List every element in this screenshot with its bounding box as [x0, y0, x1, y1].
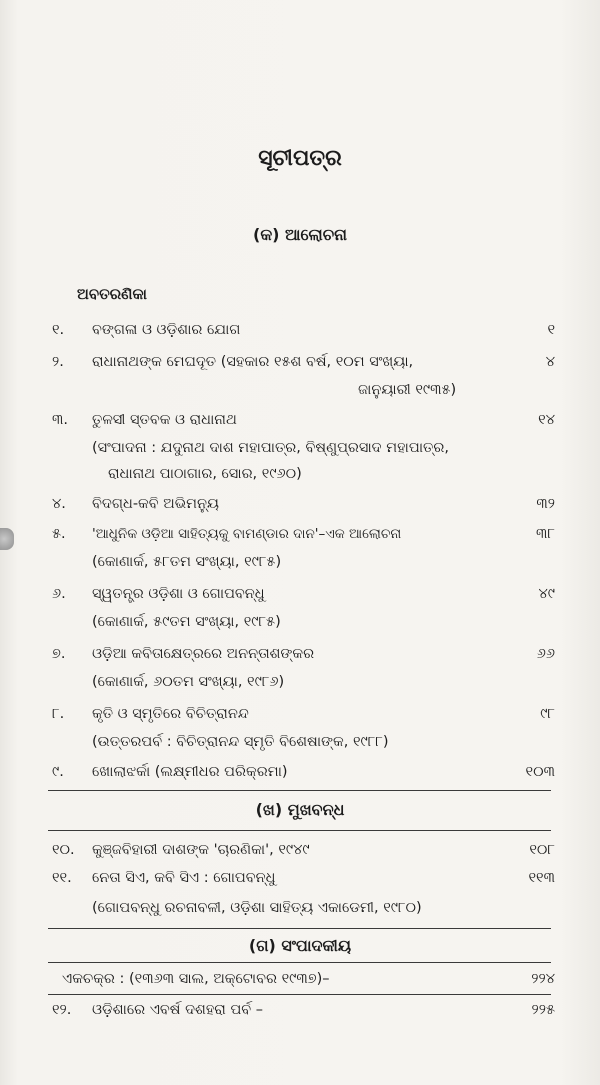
- toc-entry-continuation: [0, 550, 600, 574]
- toc-entry: [0, 967, 600, 991]
- entry-continuation: ଜାନୁୟାରୀ ୧୯୩୫): [358, 382, 457, 398]
- entry-title: ଖୋଲାଝର୍କା (ଲକ୍ଷ୍ମୀଧର ପରିକ୍ରମା): [92, 764, 288, 780]
- divider: [48, 790, 551, 791]
- entry-title: କୃତି ଓ ସ୍ମୃତିରେ ବିଚିତ୍ରାନନ୍ଦ: [92, 706, 249, 722]
- toc-entry-continuation: [0, 730, 600, 754]
- entry-page: ୩୮: [536, 526, 555, 542]
- toc-entry: [0, 866, 600, 890]
- divider: [48, 962, 551, 963]
- entry-page: ୧୦୮: [529, 842, 555, 858]
- toc-entry-continuation: [0, 670, 600, 694]
- entry-number: ୬.: [52, 586, 66, 602]
- entry-number: ୩.: [52, 412, 69, 428]
- entry-page: ୧୦୩: [525, 764, 555, 780]
- entry-continuation: (କୋଣାର୍କ, ୫୯ତମ ସଂଖ୍ୟା, ୧୯୮୫): [92, 614, 281, 630]
- toc-entry-continuation: [0, 436, 600, 460]
- entry-continuation: (ସଂପାଦନା : ଯଦୁନାଥ ଦାଶ ମହାପାତ୍ର, ବିଷ୍ଣୁପ୍ରସାଦ ମହାପାତ୍ର,: [92, 440, 449, 456]
- section-heading-ga: (ଗ) ସଂପାଦକୀୟ: [248, 936, 352, 955]
- divider: [48, 928, 551, 929]
- toc-entry: [0, 350, 600, 374]
- entry-continuation: (ଗୋପବନ୍ଧୁ ରଚନାବଳୀ, ଓଡ଼ିଶା ସାହିତ୍ୟ ଏକାଡେମୀ, ୧୯୮୦): [92, 900, 422, 916]
- entry-title: ଏକଚକ୍ର : (୧୩୬୩ ସାଲ, ଅକ୍ଟୋବର ୧୯୩୭)–: [62, 971, 330, 987]
- entry-title: ରାଧାନାଥଙ୍କ ମେଘଦୂତ (ସହକାର ୧୫ଶ ବର୍ଷ, ୧୦ମ ସଂଖ୍ୟା,: [92, 354, 414, 370]
- entry-page: ୧: [547, 322, 555, 338]
- entry-number: ୭.: [52, 646, 66, 662]
- entry-page: ୩୨: [536, 496, 555, 512]
- toc-entry: [0, 760, 600, 784]
- entry-title: ତୁଳସୀ ସ୍ତବକ ଓ ରାଧାନାଥ: [92, 412, 237, 428]
- entry-number: ୧୨.: [52, 1002, 72, 1018]
- toc-entry: [0, 838, 600, 862]
- toc-entry-continuation: [0, 462, 600, 486]
- entry-page: ୪୯: [538, 586, 555, 602]
- entry-page: ୯୮: [540, 706, 555, 722]
- toc-entry-continuation: [0, 610, 600, 634]
- entry-page: ୬୬: [536, 646, 555, 662]
- toc-entry: [0, 318, 600, 342]
- toc-entry: [0, 642, 600, 666]
- entry-page: ୧୪: [538, 412, 555, 428]
- section-heading-ka: (କ) ଆଲୋଚନା: [253, 225, 347, 244]
- section-heading-kha: (ଖ) ମୁଖବନ୍ଧ: [255, 800, 345, 819]
- divider: [48, 830, 551, 831]
- entry-page: ୨୨୫: [531, 1002, 555, 1018]
- entry-title: ଓଡ଼ିଶାରେ ଏବର୍ଷ ଦଶହରା ପର୍ବ –: [92, 1002, 264, 1018]
- entry-number: ୧୧.: [52, 870, 72, 886]
- entry-page: ୪: [545, 354, 555, 370]
- toc-entry-continuation: [0, 896, 600, 920]
- toc-entry-continuation: [0, 378, 600, 402]
- entry-continuation: (କୋଣାର୍କ, ୫୮ତମ ସଂଖ୍ୟା, ୧୯୮୫): [92, 554, 282, 570]
- entry-title: କୁଞ୍ଜବିହାରୀ ଦାଶଙ୍କ 'ଚାରଣିକା', ୧୯୪୯: [92, 842, 310, 858]
- entry-number: ୪.: [52, 496, 66, 512]
- entry-number: ୧.: [52, 322, 65, 338]
- divider: [48, 994, 551, 995]
- page-title: ସୂଚୀପତ୍ର: [258, 146, 342, 171]
- entry-number: ୫.: [52, 526, 66, 542]
- toc-entry: [0, 702, 600, 726]
- entry-continuation: ରାଧାନାଥ ପାଠାଗାର, ସୋର, ୧୯୬୦): [108, 466, 302, 482]
- entry-title: ବିଦଗ୍ଧ-କବି ଅଭିମନ୍ୟୁ: [92, 496, 219, 512]
- entry-page: ୨୨୪: [531, 971, 555, 987]
- entry-continuation: (କୋଣାର୍କ, ୬୦ତମ ସଂଖ୍ୟା, ୧୯୮୬): [92, 674, 285, 690]
- entry-continuation: (ଉତ୍ତରପର୍ବ : ବିଚିତ୍ରାନନ୍ଦ ସ୍ମୃତି ବିଶେଷାଙ୍କ, ୧୯୮୮): [92, 734, 389, 750]
- entry-number: ୨.: [52, 354, 64, 370]
- toc-entry: [0, 408, 600, 432]
- entry-title: ନେତା ସିଏ, କବି ସିଏ : ଗୋପବନ୍ଧୁ: [92, 870, 276, 886]
- entry-number: ୯.: [52, 764, 64, 780]
- toc-entry: [0, 522, 600, 546]
- entry-title: ଓଡ଼ିଆ କବିତାକ୍ଷେତ୍ରରେ ଅନନ୍ତାଶଙ୍କର: [92, 646, 315, 662]
- toc-entry: [0, 998, 600, 1022]
- entry-title: 'ଆଧୁନିକ ଓଡ଼ିଆ ସାହିତ୍ୟକୁ ବାମଣ୍ଡାର ଦାନ'–ଏକ ଆଲୋଚନା: [92, 526, 402, 542]
- entry-title: ସ୍ୱତନ୍ତ୍ର ଓଡ଼ିଶା ଓ ଗୋପବନ୍ଧୁ: [92, 586, 265, 602]
- subheading-introduction: ଅବତରଣିକା: [77, 285, 147, 303]
- entry-page: ୧୧୩: [528, 870, 555, 886]
- toc-entry: [0, 492, 600, 516]
- entry-title: ବଙ୍ଗଳା ଓ ଓଡ଼ିଶାର ଯୋଗ: [92, 322, 241, 338]
- toc-entry: [0, 582, 600, 606]
- entry-number: ୧୦.: [52, 842, 75, 858]
- entry-number: ୮.: [52, 706, 65, 722]
